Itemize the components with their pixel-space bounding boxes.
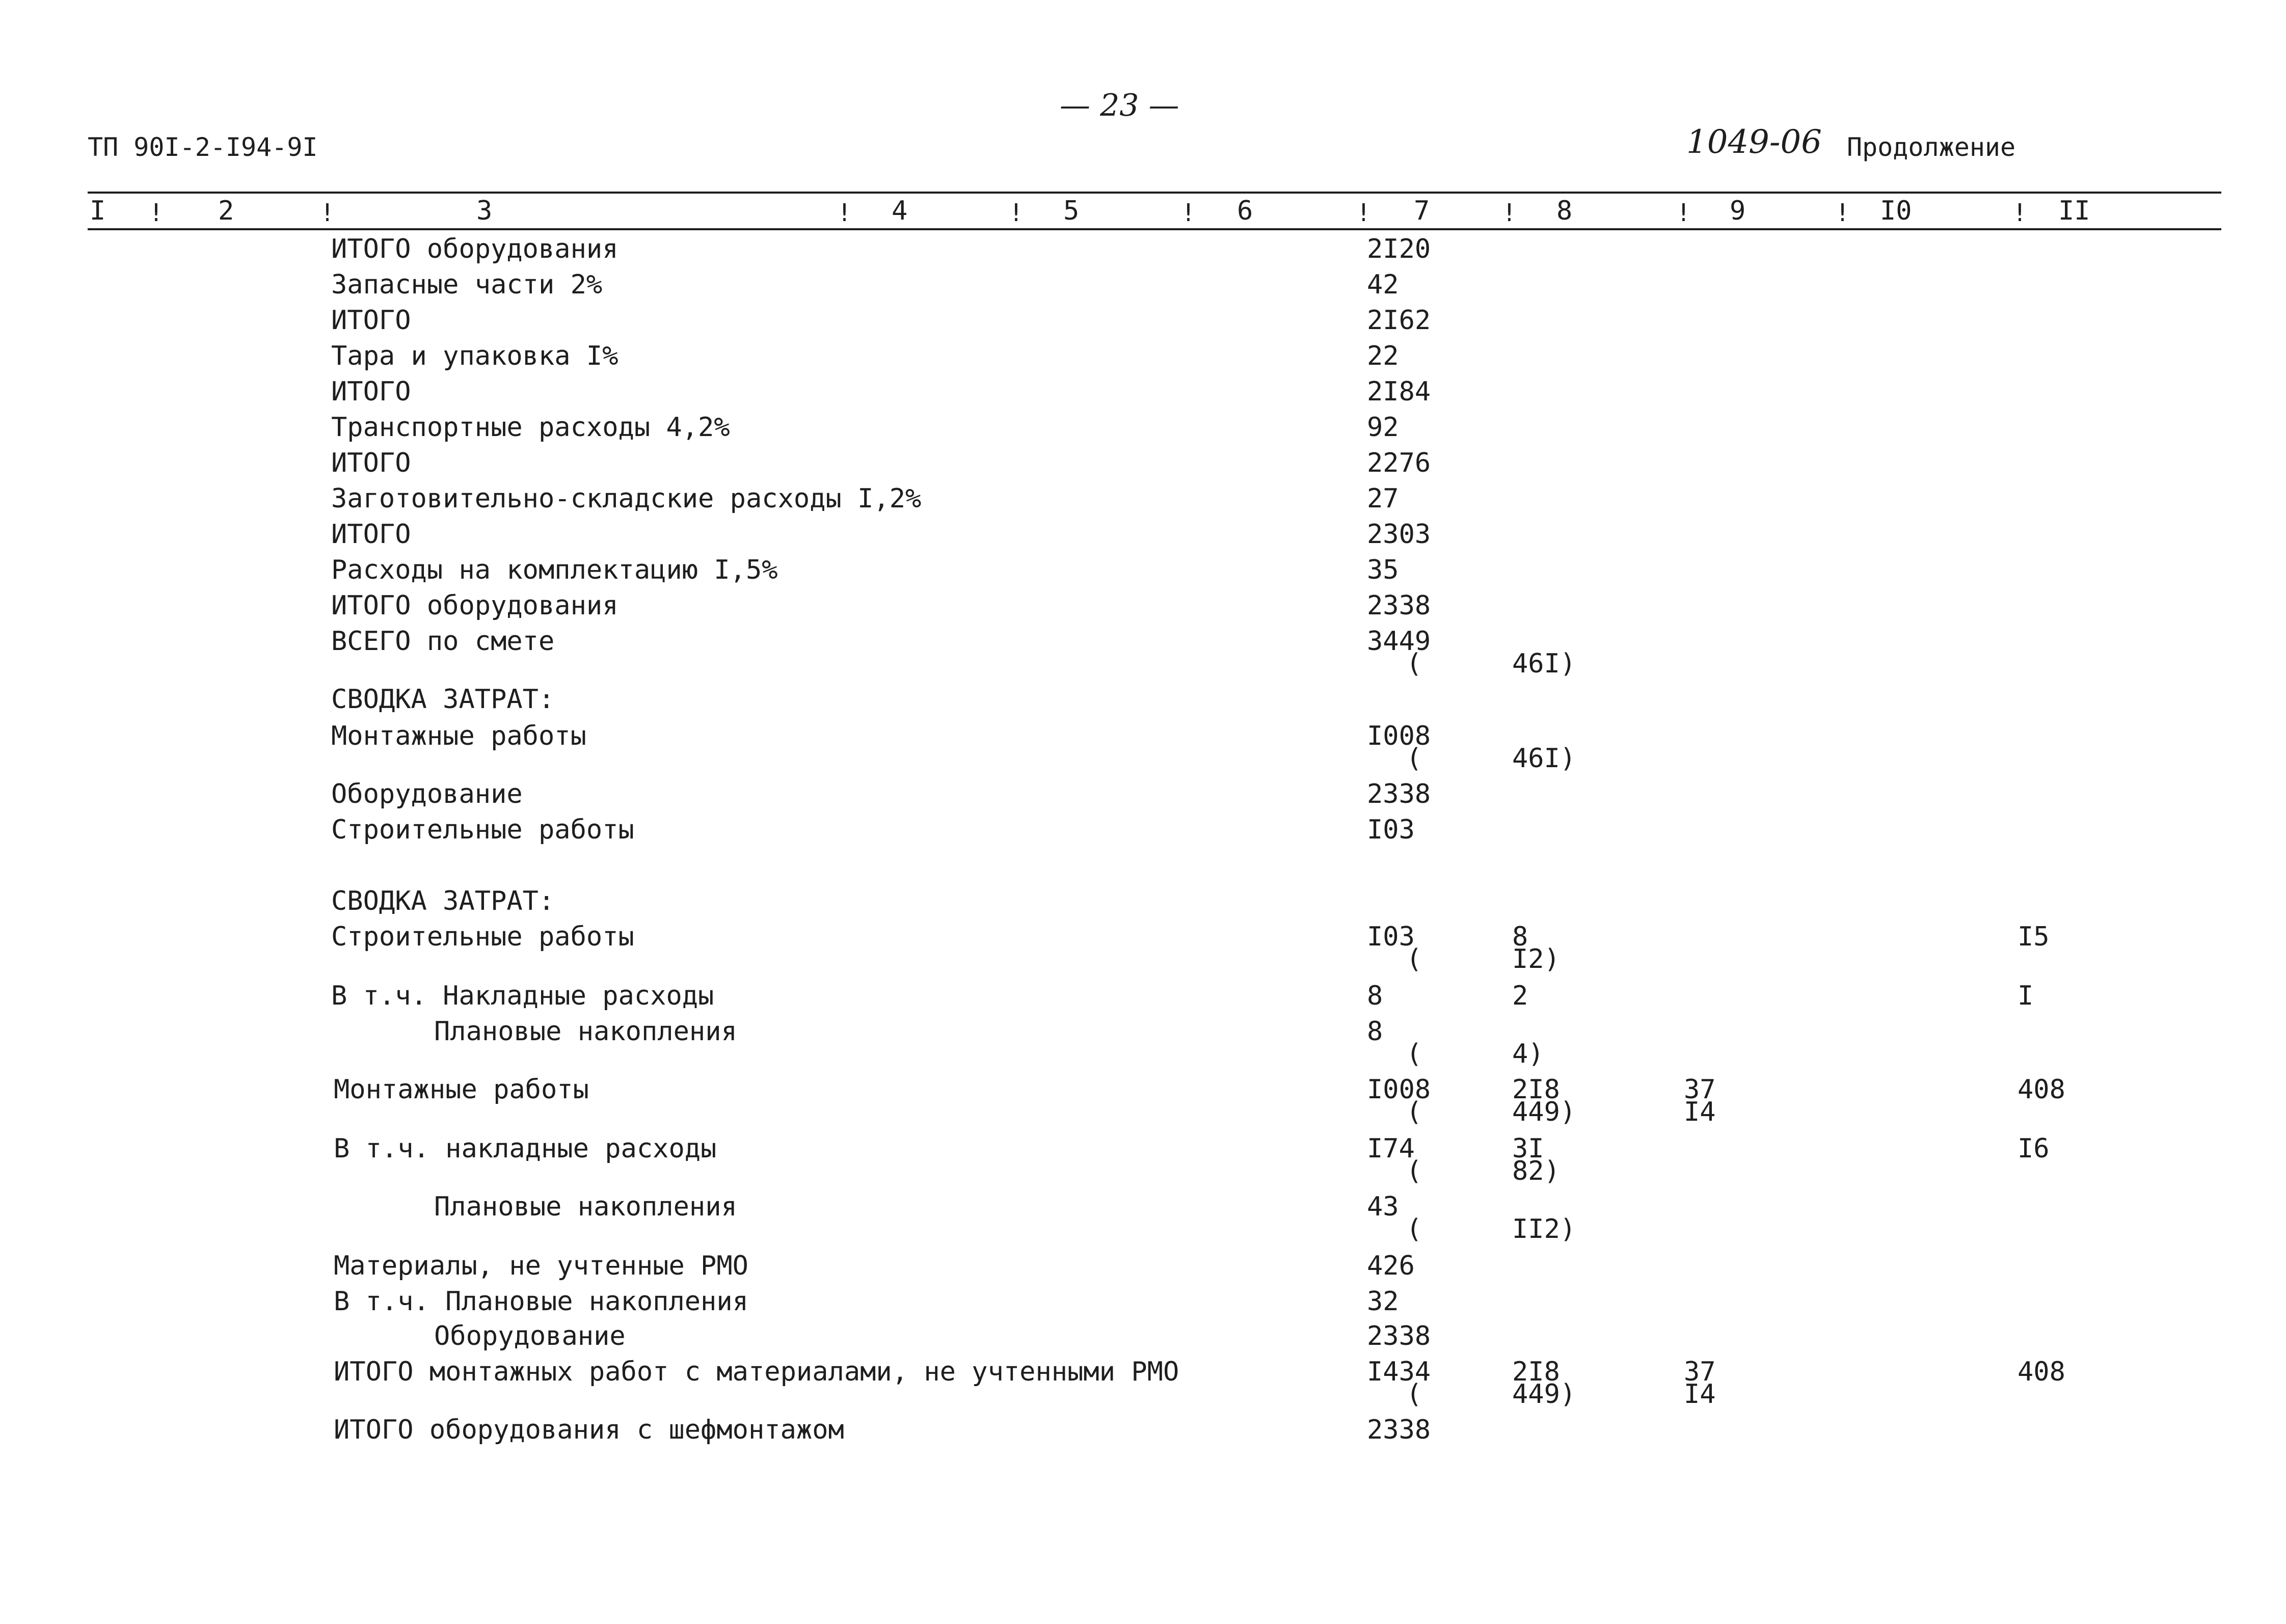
column-separator: ! bbox=[837, 199, 852, 227]
row-label: Материалы, не учтенные РМО bbox=[334, 1251, 748, 1281]
column-separator: ! bbox=[1181, 199, 1196, 227]
cell-col-11: I bbox=[2018, 981, 2034, 1011]
cell-col-8-sub: II2) bbox=[1512, 1214, 1576, 1244]
cell-col-7: 8 bbox=[1367, 1016, 1383, 1047]
column-separator: ! bbox=[1502, 199, 1517, 227]
cell-col-7: 92 bbox=[1367, 412, 1399, 443]
cell-col-8-sub: I2) bbox=[1512, 944, 1560, 975]
cell-col-11: I5 bbox=[2018, 922, 2050, 952]
cell-col-7: 22 bbox=[1367, 341, 1399, 371]
cell-col-7-sub: ( bbox=[1406, 1379, 1422, 1410]
row-label: Запасные части 2% bbox=[331, 269, 603, 300]
row-label: Плановые накопления bbox=[434, 1016, 737, 1047]
row-label: ИТОГО оборудования bbox=[331, 234, 618, 264]
cell-col-8: 2 bbox=[1512, 981, 1528, 1011]
cell-col-7: 8 bbox=[1367, 981, 1383, 1011]
cell-col-8-sub: 46I) bbox=[1512, 743, 1576, 774]
cell-col-7: I03 bbox=[1367, 815, 1415, 845]
cell-col-8-sub: 46I) bbox=[1512, 648, 1576, 679]
document-code: ТП 90I-2-I94-9I bbox=[88, 132, 318, 162]
row-label: Оборудование bbox=[434, 1321, 626, 1351]
row-label: ИТОГО bbox=[331, 448, 411, 478]
row-label: ИТОГО bbox=[331, 305, 411, 336]
column-header-8: 8 bbox=[1556, 196, 1573, 226]
column-separator: ! bbox=[1835, 199, 1850, 227]
cell-col-7: I03 bbox=[1367, 922, 1415, 952]
cell-col-7: 2338 bbox=[1367, 590, 1431, 621]
row-label: Монтажные работы bbox=[334, 1074, 589, 1105]
cell-col-7-sub: ( bbox=[1406, 1097, 1422, 1127]
cell-col-7: 2I62 bbox=[1367, 305, 1431, 336]
album-mark: 1049-06 bbox=[1686, 123, 1822, 161]
cell-col-11: 408 bbox=[2018, 1357, 2065, 1387]
table-top-rule bbox=[88, 192, 2221, 194]
row-label: ИТОГО монтажных работ с материалами, не учтенными РМО bbox=[334, 1357, 1179, 1387]
row-label: ИТОГО bbox=[331, 376, 411, 407]
column-separator: ! bbox=[149, 199, 164, 227]
row-label: СВОДКА ЗАТРАТ: bbox=[331, 684, 555, 715]
column-header-9: 9 bbox=[1730, 196, 1746, 226]
cell-col-7-sub: ( bbox=[1406, 743, 1422, 774]
cell-col-7: 32 bbox=[1367, 1286, 1399, 1317]
column-header-2: 2 bbox=[218, 196, 234, 226]
column-header-10: I0 bbox=[1880, 196, 1912, 226]
cell-col-11: I6 bbox=[2018, 1133, 2050, 1164]
cell-col-7: 2338 bbox=[1367, 779, 1431, 809]
row-label: ИТОГО оборудования с шефмонтажом bbox=[334, 1415, 844, 1445]
column-header-4: 4 bbox=[892, 196, 908, 226]
row-label: ИТОГО bbox=[331, 519, 411, 550]
cell-col-7: I74 bbox=[1367, 1133, 1415, 1164]
cell-col-7-sub: ( bbox=[1406, 648, 1422, 679]
page-number: — 23 — bbox=[1060, 88, 1179, 123]
row-label: Оборудование bbox=[331, 779, 523, 809]
cell-col-7: I434 bbox=[1367, 1357, 1431, 1387]
cell-col-7: 2276 bbox=[1367, 448, 1431, 478]
row-label: Заготовительно-складские расходы I,2% bbox=[331, 483, 922, 514]
column-header-3: 3 bbox=[476, 196, 493, 226]
row-label: Монтажные работы bbox=[331, 721, 586, 751]
cell-col-7: 2338 bbox=[1367, 1321, 1431, 1351]
cell-col-8: 3I bbox=[1512, 1133, 1544, 1164]
column-header-1: I bbox=[90, 196, 106, 226]
row-label: Строительные работы bbox=[331, 815, 634, 845]
cell-col-7-sub: ( bbox=[1406, 1039, 1422, 1069]
cell-col-7-sub: ( bbox=[1406, 1156, 1422, 1186]
row-label: ИТОГО оборудования bbox=[331, 590, 618, 621]
cell-col-7: I008 bbox=[1367, 721, 1431, 751]
column-separator: ! bbox=[1676, 199, 1691, 227]
column-separator: ! bbox=[1356, 199, 1371, 227]
cell-col-8-sub: 449) bbox=[1512, 1097, 1576, 1127]
continuation-label: Продолжение bbox=[1847, 132, 2016, 162]
column-header-5: 5 bbox=[1063, 196, 1080, 226]
column-separator: ! bbox=[320, 199, 335, 227]
cell-col-7: 426 bbox=[1367, 1251, 1415, 1281]
cell-col-7: 2303 bbox=[1367, 519, 1431, 550]
column-header-11: II bbox=[2058, 196, 2090, 226]
table-header-rule bbox=[88, 228, 2221, 230]
cell-col-7: I008 bbox=[1367, 1074, 1431, 1105]
cell-col-7: 2I84 bbox=[1367, 376, 1431, 407]
row-label: Строительные работы bbox=[331, 922, 634, 952]
column-separator: ! bbox=[2012, 199, 2027, 227]
cell-col-8: 2I8 bbox=[1512, 1074, 1560, 1105]
cell-col-9: 37 bbox=[1684, 1074, 1716, 1105]
cell-col-9: 37 bbox=[1684, 1357, 1716, 1387]
cell-col-7: 3449 bbox=[1367, 626, 1431, 657]
column-separator: ! bbox=[1009, 199, 1024, 227]
cell-col-9-sub: I4 bbox=[1684, 1379, 1716, 1410]
cell-col-8: 2I8 bbox=[1512, 1357, 1560, 1387]
cell-col-7-sub: ( bbox=[1406, 1214, 1422, 1244]
cell-col-11: 408 bbox=[2018, 1074, 2065, 1105]
cell-col-9-sub: I4 bbox=[1684, 1097, 1716, 1127]
cell-col-8-sub: 82) bbox=[1512, 1156, 1560, 1186]
cell-col-7: 42 bbox=[1367, 269, 1399, 300]
cell-col-8-sub: 4) bbox=[1512, 1039, 1544, 1069]
cell-col-7: 43 bbox=[1367, 1192, 1399, 1222]
cell-col-7: 35 bbox=[1367, 555, 1399, 585]
row-label: Транспортные расходы 4,2% bbox=[331, 412, 730, 443]
row-label: Расходы на комплектацию I,5% bbox=[331, 555, 778, 585]
cell-col-7: 2338 bbox=[1367, 1415, 1431, 1445]
cell-col-8: 8 bbox=[1512, 922, 1528, 952]
cell-col-7: 2I20 bbox=[1367, 234, 1431, 264]
row-label: ВСЕГО по смете bbox=[331, 626, 555, 657]
row-label: Плановые накопления bbox=[434, 1192, 737, 1222]
cell-col-7-sub: ( bbox=[1406, 944, 1422, 975]
cell-col-8-sub: 449) bbox=[1512, 1379, 1576, 1410]
row-label: СВОДКА ЗАТРАТ: bbox=[331, 886, 555, 916]
row-label: В т.ч. накладные расходы bbox=[334, 1133, 717, 1164]
column-header-6: 6 bbox=[1237, 196, 1253, 226]
row-label: В т.ч. Плановые накопления bbox=[334, 1286, 748, 1317]
column-header-7: 7 bbox=[1414, 196, 1430, 226]
cell-col-7: 27 bbox=[1367, 483, 1399, 514]
row-label: Тара и упаковка I% bbox=[331, 341, 618, 371]
row-label: В т.ч. Накладные расходы bbox=[331, 981, 714, 1011]
